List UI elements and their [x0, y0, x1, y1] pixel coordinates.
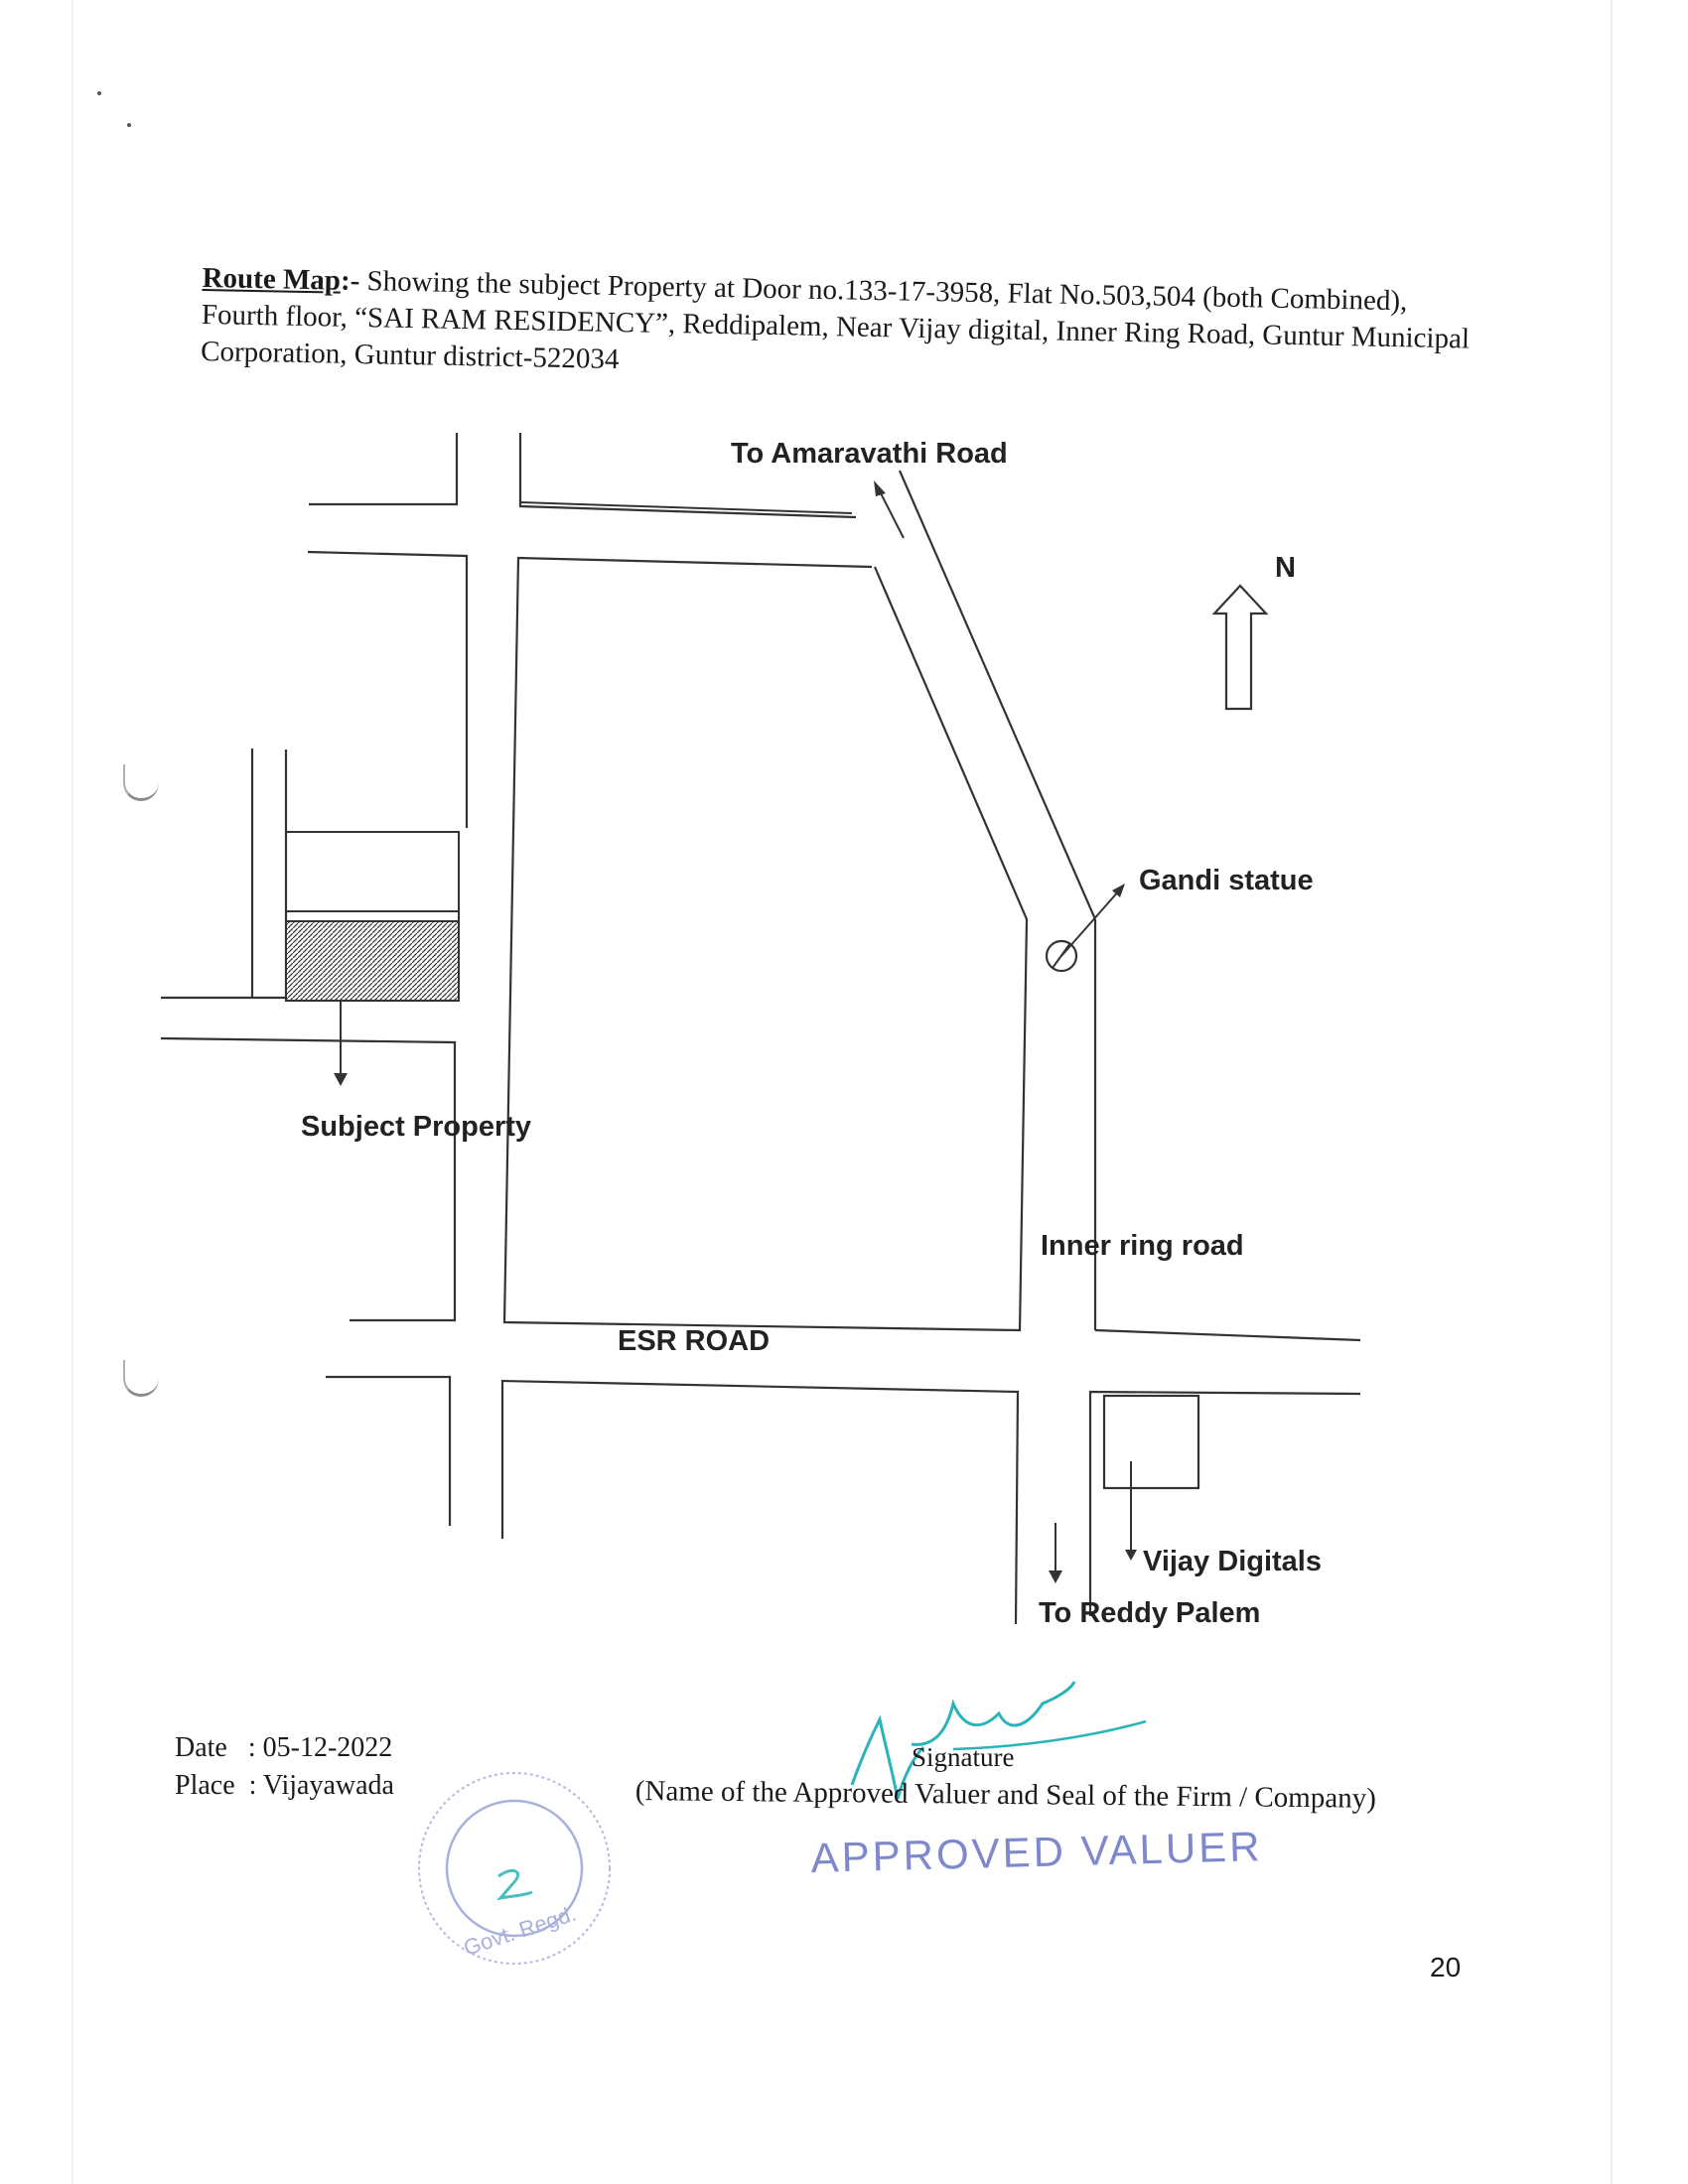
label-subject-property: Subject Property	[301, 1111, 532, 1143]
route-map-title-suffix: :-	[340, 264, 360, 298]
reddy-palem-arrow-icon	[1049, 1523, 1062, 1583]
place-label: Place	[175, 1770, 235, 1801]
page-number: 20	[1430, 1952, 1462, 1982]
signature-label: Signature	[912, 1742, 1015, 1772]
label-inner-ring-road: Inner ring road	[1041, 1230, 1244, 1262]
label-gandi-statue: Gandi statue	[1139, 865, 1314, 896]
date-value: : 05-12-2022	[247, 1732, 393, 1763]
label-esr-road: ESR ROAD	[618, 1325, 771, 1357]
date-label: Date	[175, 1732, 227, 1763]
label-to-reddy-palem: To Reddy Palem	[1039, 1597, 1261, 1629]
subject-building	[286, 832, 459, 1001]
label-vijay-digitals: Vijay Digitals	[1143, 1546, 1322, 1577]
signature-note: (Name of the Approved Valuer and Seal of the Firm / Company)	[634, 1775, 1377, 1815]
property-description: Showing the subject Property at Door no.133-17-3958, Flat No.503,504 (both Combined), Fourth floor, “SAI RAM RESIDENCY”, Reddipalem, Near Vijay digital, Inner Ring Road, Guntur Municipal Corporation, Guntur district-522034	[200, 265, 1471, 376]
north-arrow-icon	[1214, 586, 1266, 709]
approved-valuer-stamp: APPROVED VALUER	[810, 1823, 1264, 1881]
subject-pointer-icon	[334, 1001, 348, 1086]
office-seal	[419, 1773, 610, 1964]
place-row	[175, 1767, 394, 1805]
route-map-title: Route Map	[202, 261, 342, 297]
seal-text: Govt. Regd.	[460, 1900, 580, 1961]
subject-property-block	[286, 921, 459, 1001]
date-row	[175, 1729, 394, 1767]
amaravathi-arrow-icon	[874, 480, 904, 538]
label-north: N	[1275, 552, 1296, 584]
vijay-pointer-icon	[1125, 1461, 1137, 1561]
date-place-block	[175, 1729, 394, 1805]
label-to-amaravathi: To Amaravathi Road	[731, 438, 1008, 470]
place-value: : Vijayawada	[248, 1770, 394, 1801]
